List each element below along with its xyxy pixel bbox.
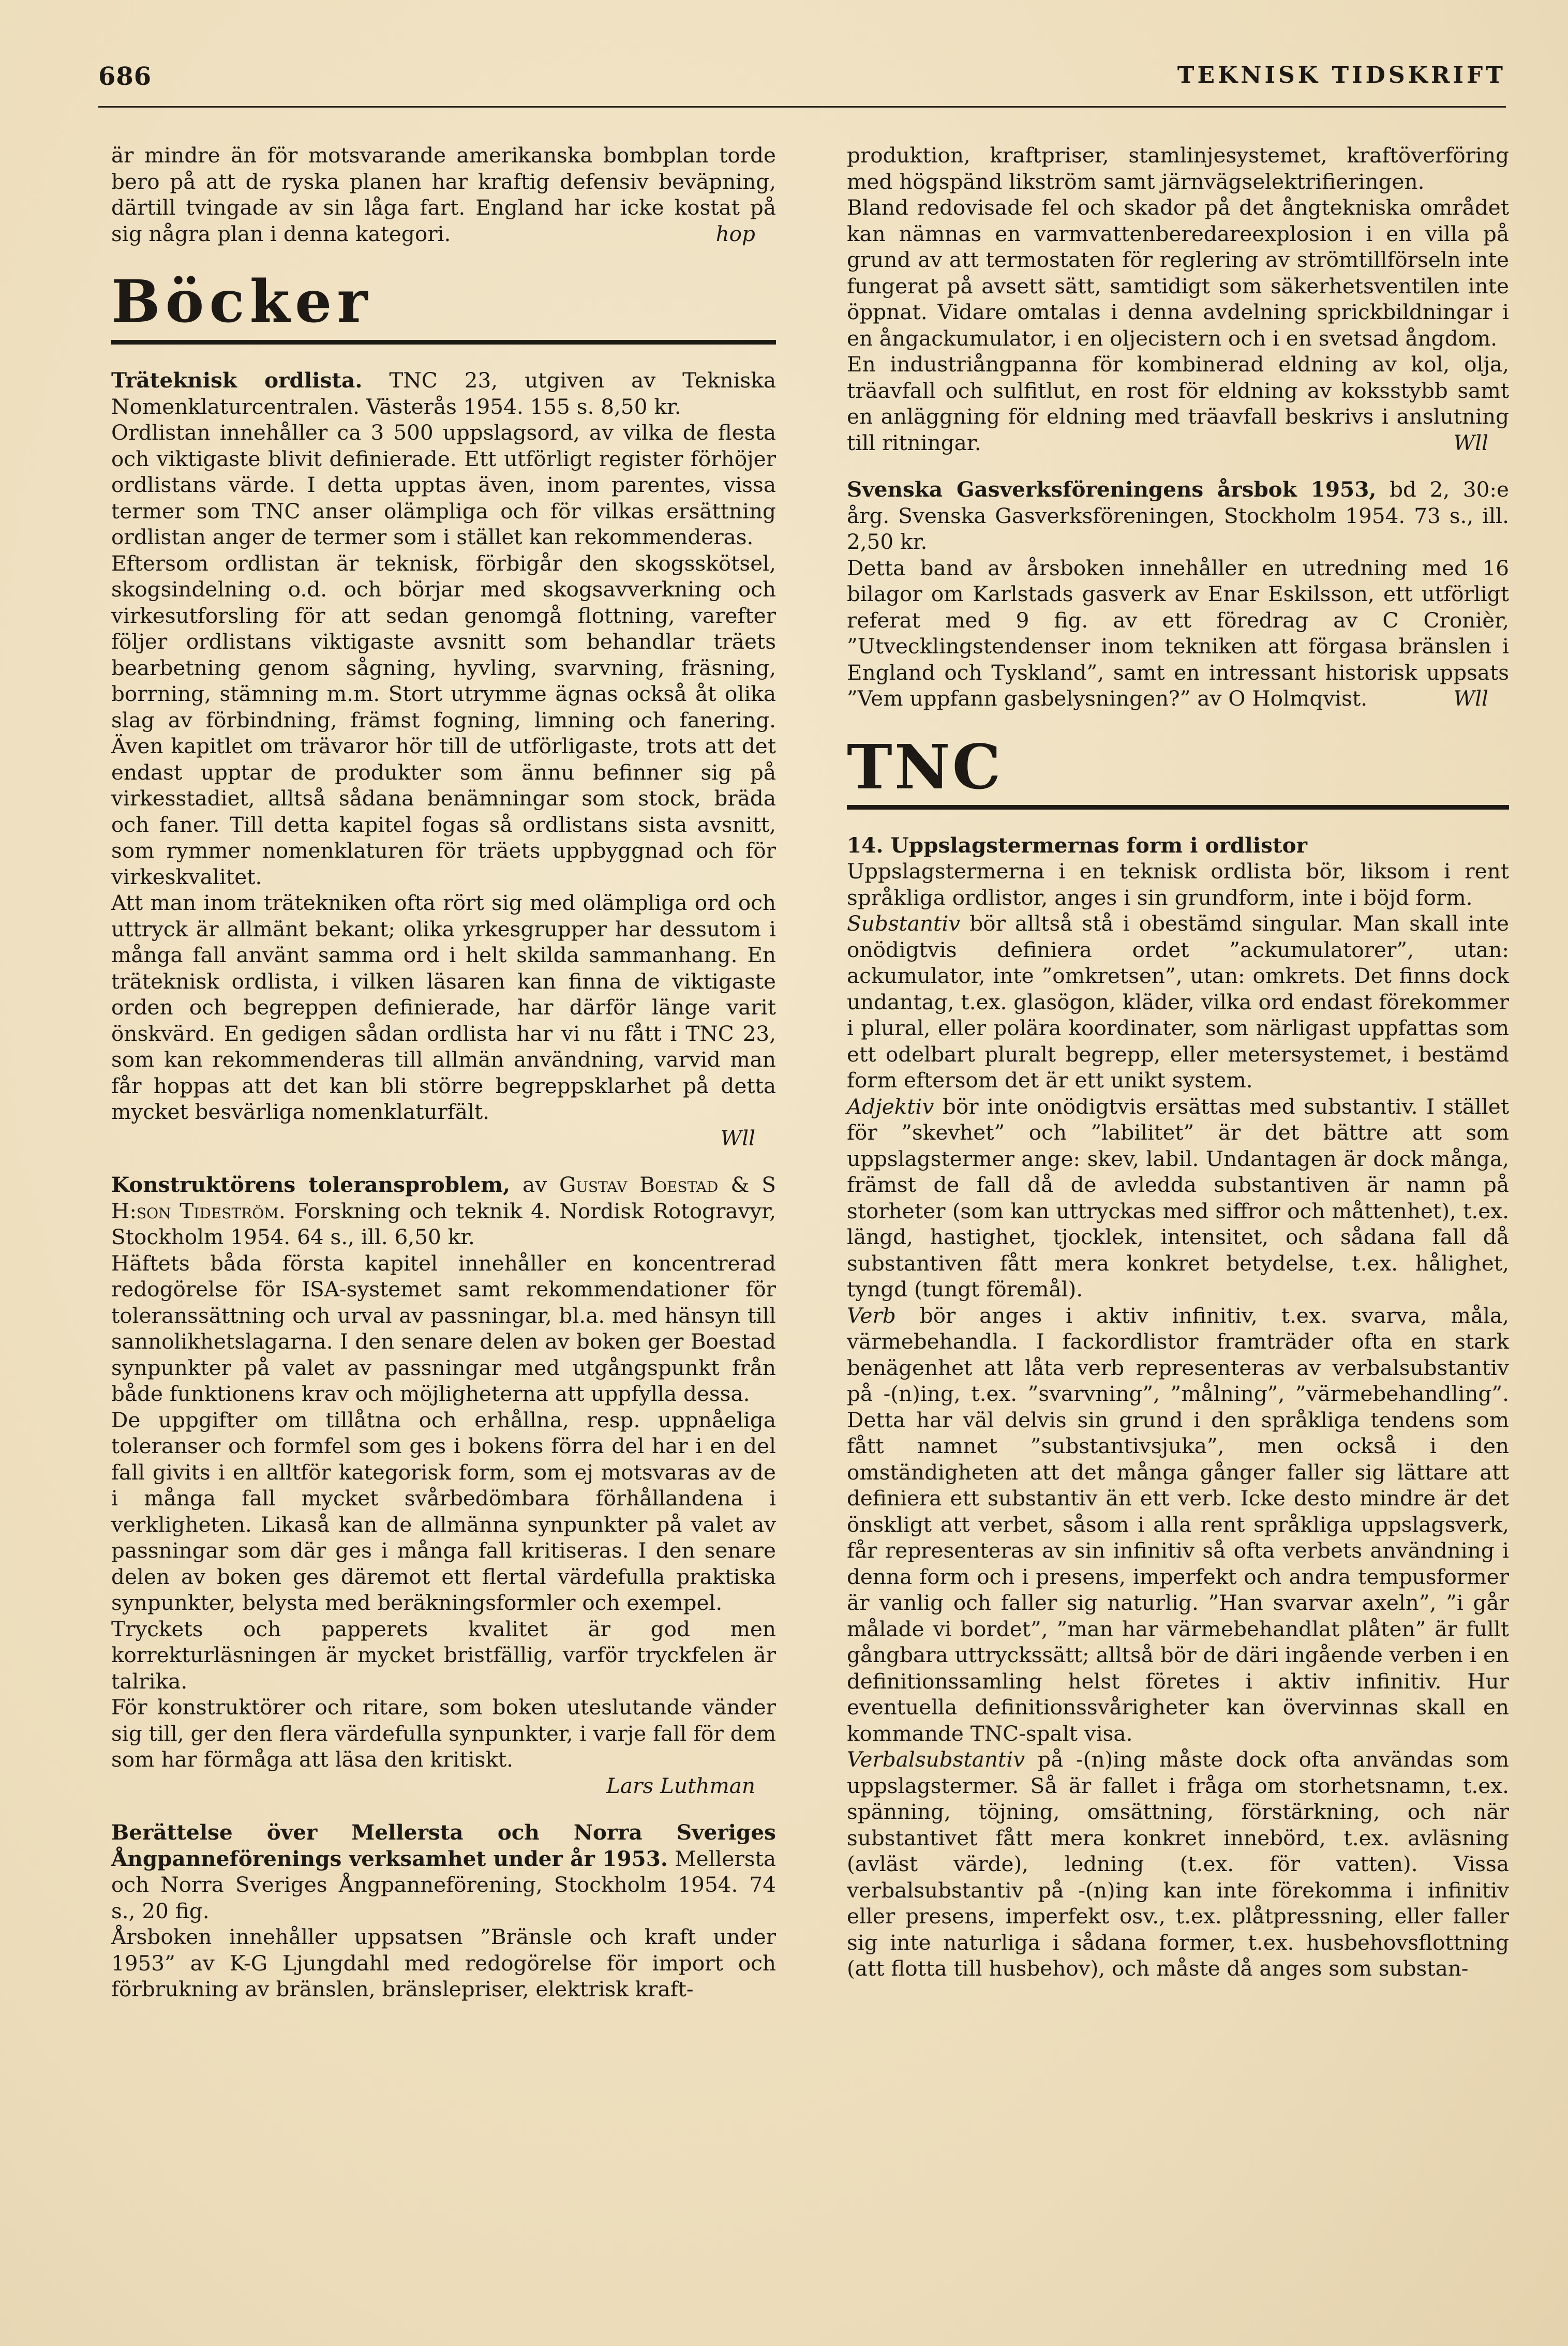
review-1-para-2: Eftersom ordlistan är teknisk, förbigår den skogsskötsel, skogsindelning o.d. och börjar med skogsavverkning och virkesutforsling för att sedan genomgå flottning, varefter följer ordlistans viktigaste avsnitt som behandlar träets bearbetning genom sågning, hyvling, svarvning, fräsning, borrning, stämning m.m. Stort utrymme ägnas också åt olika slag av förbindning, främst fogning, limning och fanering. Även kapitlet om trävaror hör till de utförligaste, trots att det endast upptar de produkter som ännu befinner sig på virkesstadiet, alltså sådana benämningar som stock, bräda och faner. Till detta kapitel fogas så ordlistans sista avsnitt, som rymmer nomenklaturen för träets uppbyggnad och för virkeskvalitet.	[111, 550, 776, 889]
tnc-term-verbalsubstantiv: Verbalsubstantiv	[847, 1747, 1025, 1772]
review-3-meta: Mellersta och Norra Sveriges Ångpanneförening, Stockholm 1954. 74 s., 20 fig.	[111, 1846, 776, 1923]
intro-text: är mindre än för motsvarande amerikanska bombplan torde bero på att de ryska planen har kraftig defensiv beväpning, därtill tvingade av sin låga fart. England har icke kostat på sig några plan i denna kategori.	[111, 143, 776, 246]
section-title-tnc: TNC	[847, 730, 1003, 803]
review-2-title: Konstruktörens toleransproblem,	[111, 1172, 511, 1197]
tnc-heading: 14. Uppslagstermernas form i ordlistor	[847, 832, 1307, 858]
review-2-by: av	[522, 1172, 547, 1197]
review-4-meta: bd 2, 30:e årg. Svenska Gasverksföreningen, Stockholm 1954. 73 s., ill. 2,50 kr.	[847, 477, 1509, 554]
header-rule	[98, 106, 1506, 108]
intro-signature: hop	[715, 221, 755, 246]
spacer	[111, 1151, 776, 1172]
tnc-term-verb: Verb	[847, 1303, 896, 1328]
tnc-term-substantiv: Substantiv	[847, 911, 961, 936]
tnc-para-4	[847, 1303, 1509, 1747]
review-3-title: Berättelse över Mellersta och Norra Sveriges Ångpanneförenings verksamhet under år 1953.	[111, 1820, 776, 1871]
continuation-signature: Wll	[1453, 430, 1488, 455]
review-1-meta: TNC 23, utgiven av Tekniska Nomenklaturcentralen. Västerås 1954. 155 s. 8,50 kr.	[111, 368, 776, 419]
continuation-para-3	[847, 351, 1509, 456]
review-2-amp: &	[730, 1172, 750, 1197]
tnc-para-1: Uppslagstermerna i en teknisk ordlista bör, liksom i rent språkliga ordlistor, anges i sin grundform, inte i böjd form.	[847, 859, 1509, 910]
review-2-author-1: Gustav Boestad	[559, 1172, 719, 1197]
continuation-para-2: Bland redovisade fel och skador på det ångtekniska området kan nämnas en varmvattenberedareexplosion i en villa på grund av att termostaten för reglering av strömtillförseln inte fungerat på avsett sätt, samtidigt som säkerhetsventilen inte öppnat. Vidare omtalas i denna avdelning sprickbildningar i en ångackumulator, i en oljecistern och i en svetsad ångdom.	[847, 195, 1509, 351]
review-2-heading	[111, 1172, 776, 1250]
review-2-para-4: För konstruktörer och ritare, som boken uteslutande vänder sig till, ger den flera värdefulla synpunkter, i varje fall för dem som har förmåga att läsa den kritiskt.	[111, 1695, 776, 1772]
tnc-para-4-text: bör anges i aktiv infinitiv, t.ex. svarva, måla, värmebehandla. I fackordlistor framträder ofta en stark benägenhet att låta verb representeras av verbalsubstantiv på -(n)ing, t.ex. ”svarvning”, ”målning”, ”värmebehandling”. Detta har väl delvis sin grund i den språkliga tendens som fått namnet ”substantivsjuka”, men också i den omständigheten att det många gånger faller sig lättare att definiera ett substantiv än ett verb. Icke desto mindre är det önskligt att verbet, såsom i alla rent språkliga uppslagsverk, får representeras av sin infinitiv så ofta verbets användning i denna form och i presens, imperfekt och andra tempusformer är vanlig och faller sig naturlig. ”Han svarvar axeln”, ”i går målade vi bordet”, ”man har värmebehandlat plåten” är fullt gångbara uttryckssätt; alltså bör de däri ingående verben i en definitionssamling helst företes i aktiv infinitiv. Hur eventuella definitionssvårigheter kan övervinnas skall en kommande TNC-spalt visa.	[847, 1303, 1509, 1746]
section-title-books: Böcker	[111, 268, 373, 336]
tnc-para-3	[847, 1094, 1509, 1303]
tnc-term-adjektiv: Adjektiv	[847, 1094, 934, 1119]
review-4-signature: Wll	[1453, 686, 1488, 711]
left-column	[111, 142, 776, 2003]
continuation-para-3-text: En industriångpanna för kombinerad eldning av kol, olja, träavfall och sulfitlut, en rost för eldning av koksstybb samt en anläggning för eldning med träavfall beskrivs i anslutning till ritningar.	[847, 352, 1509, 455]
review-2-signature: Lars Luthman	[606, 1773, 755, 1798]
journal-title: TEKNISK TIDSKRIFT	[1177, 62, 1506, 88]
right-column	[847, 142, 1509, 1982]
review-3-heading	[111, 1819, 776, 1924]
review-4-para	[847, 555, 1509, 712]
review-2-para-2: De uppgifter om tillåtna och erhållna, resp. uppnåeliga toleranser och formfel som ges i bokens förra del har i en del fall givits i en alltför kategorisk form, som ej motsvaras av de i många fall mycket svårbedömbara förhållandena i verkligheten. Likaså kan de allmänna synpunkter på valet av passningar som där ges i många fall kritiseras. I den senare delen av boken ges däremot ett flertal värdefulla praktiska synpunkter, belysta med beräkningsformler och exempel.	[111, 1407, 776, 1615]
spacer	[111, 1799, 776, 1819]
review-1-heading	[111, 367, 776, 420]
tnc-para-5-text: på -(n)ing måste dock ofta användas som uppslagstermer. Så är fallet i fråga om storhetsnamn, t.ex. spänning, töjning, omsättning, förstärkning, och när substantivet fått mera konkret innebörd, t.ex. avläsning (avläst värde), ledning (t.ex. för vatten). Vissa verbalsubstantiv på -(n)ing kan inte förekomma i infinitiv eller presens, imperfekt osv., t.ex. plåtpressning, eller faller sig inte naturliga i sådana former, t.ex. husbehovsflottning (att flotta till husbehov), och måste då anges som substan-	[847, 1747, 1509, 1981]
page-number: 686	[98, 62, 152, 91]
review-2-para-1: Häftets båda första kapitel innehåller en koncentrerad redogörelse för ISA-systemet samt rekommendationer för toleranssättning och urval av passningar, bl.a. med hänsyn till sannolikhetslagarna. I den senare delen av boken ger Boestad synpunkter på valet av passningar med utgångspunkt från både funktionens krav och möjligheterna att uppfylla dessa.	[111, 1250, 776, 1406]
spacer	[847, 456, 1509, 476]
continuation-para-1: produktion, kraftpriser, stamlinjesystemet, kraftöverföring med högspänd likström samt järnvägselektrifieringen.	[847, 143, 1509, 194]
review-2-meta: Forskning och teknik 4. Nordisk Rotogravyr, Stockholm 1954. 64 s., ill. 6,50 kr.	[111, 1198, 776, 1249]
review-1-para-3: Att man inom trätekniken ofta rört sig med olämpliga ord och uttryck är allmänt bekant; olika yrkesgrupper har dessutom i många fall använt samma ord i helt skilda sammanhang. En träteknisk ordlista, i vilken läsaren kan finna de viktigaste orden och begreppen definierade, har därför länge varit önskvärd. En gedigen sådan ordlista har vi nu fått i TNC 23, som kan rekommenderas till allmän användning, varvid man får hoppas att det kan bli större begreppsklarhet på detta mycket besvärliga nomenklaturfält.	[111, 890, 776, 1124]
review-1-title: Träteknisk ordlista.	[111, 368, 363, 393]
review-4-title: Svenska Gasverksföreningens årsbok 1953,	[847, 477, 1377, 502]
tnc-para-2-text: bör alltså stå i obestämd singular. Man skall inte onödigtvis definiera ordet ”ackumulatorer”, utan: ackumulator, inte ”omkretsen”, utan: omkrets. Det finns dock undantag, t.ex. glasögon, kläder, vilka ord endast förekommer i plural, eller polära koordinater, som närligast uppfattas som ett odelbart pluralt begrepp, eller metersystemet, i bestämd form eftersom det är ett unikt system.	[847, 911, 1509, 1093]
review-4-para-text: Detta band av årsboken innehåller en utredning med 16 bilagor om Karlstads gasverk av Enar Eskilsson, ett utförligt referat med 9 fig. av ett föredrag av C Cronièr, ”Utvecklingstendenser inom tekniken att förgasa bränslen i England och Tyskland”, samt en intressant historisk uppsats ”Vem uppfann gasbelysningen?” av O Holmqvist.	[847, 555, 1509, 711]
section-rule-books	[111, 340, 776, 345]
review-2-para-3: Tryckets och papperets kvalitet är god men korrekturläsningen är mycket bristfällig, varför tryckfelen är talrika.	[111, 1616, 776, 1694]
review-2-author-2: S H:son Tideström.	[111, 1172, 776, 1223]
review-3-para: Årsboken innehåller uppsatsen ”Bränsle och kraft under 1953” av K-G Ljungdahl med redogörelse för import och förbrukning av bränslen, bränslepriser, elektrisk kraft-	[111, 1924, 776, 2001]
tnc-para-3-text: bör inte onödigtvis ersättas med substantiv. I stället för ”skevhet” och ”labilitet” är det bättre att som uppslagstermer ange: skev, labil. Undantagen är dock många, främst de fall då de avledda substantiven är namn på storheter (som kan uttryckas med siffror och måttenhet), t.ex. längd, hastighet, tjocklek, intensitet, och sådana fall då substantiven fått mera konkret betydelse, t.ex. hålighet, tyngd (tungt föremål).	[847, 1094, 1509, 1302]
tnc-para-2	[847, 910, 1509, 1094]
tnc-para-5	[847, 1746, 1509, 1982]
section-rule-tnc	[847, 805, 1509, 810]
review-1-signature: Wll	[720, 1125, 755, 1150]
review-1-para-1: Ordlistan innehåller ca 3 500 uppslagsord, av vilka de flesta och viktigaste blivit definierade. Ett utförligt register förhöjer ordlistans värde. I detta upptas även, inom parentes, vissa termer som TNC anser olämpliga och för vilkas ersättning ordlistan anger de termer som i stället kan rekommenderas.	[111, 420, 776, 549]
intro-paragraph	[111, 142, 776, 247]
review-4-heading	[847, 476, 1509, 555]
